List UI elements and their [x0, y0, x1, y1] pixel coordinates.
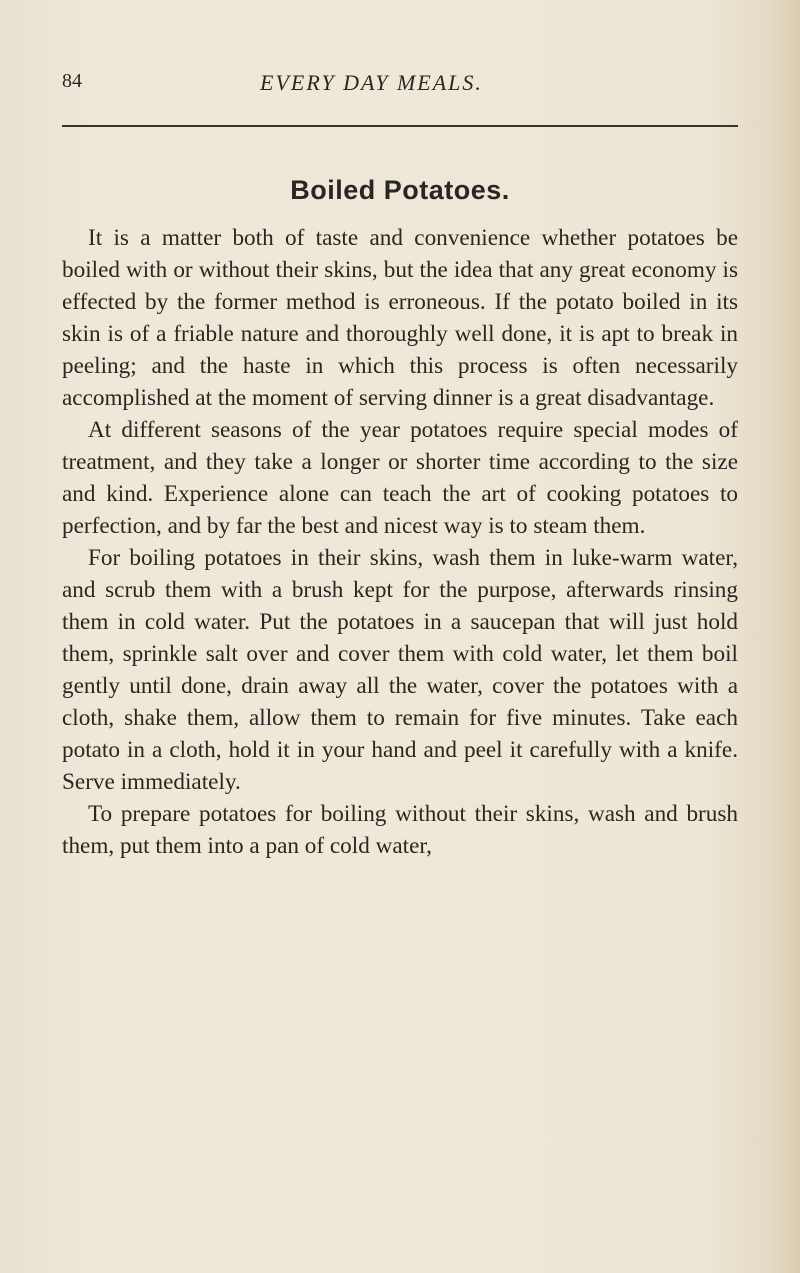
recipe-body	[62, 222, 738, 862]
recipe-title: Boiled Potatoes.	[290, 175, 510, 205]
header-rule	[62, 125, 738, 127]
paragraph: At different seasons of the year potatoes require special modes of treatment, and they take a longer or shorter time according to the size and kind. Experience alone can teach the art of cooking potatoes to perfection, and by far the best and nicest way is to steam them.	[62, 417, 738, 539]
page-number: 84	[62, 70, 82, 92]
running-head: EVERY DAY MEALS.	[260, 70, 483, 95]
paragraph: For boiling potatoes in their skins, wash them in luke-warm water, and scrub them with a brush kept for the purpose, afterwards rinsing them in cold water. Put the potatoes in a saucepan that will just hold them, sprinkle salt over and cover them with cold water, let them boil gently until done, drain away all the water, cover the potatoes with a cloth, shake them, allow them to remain for five minutes. Take each potato in a cloth, hold it in your hand and peel it carefully with a knife. Serve immediately.	[62, 545, 738, 795]
paragraph: To prepare potatoes for boiling without their skins, wash and brush them, put them into a pan of cold water,	[62, 801, 738, 859]
paragraph: It is a matter both of taste and convenience whether potatoes be boiled with or without their skins, but the idea that any great economy is effected by the former method is erroneous. If the potato boiled in its skin is of a friable nature and thoroughly well done, it is apt to break in peeling; and the haste in which this process is often necessarily accomplished at the moment of serving dinner is a great disadvantage.	[62, 225, 738, 411]
